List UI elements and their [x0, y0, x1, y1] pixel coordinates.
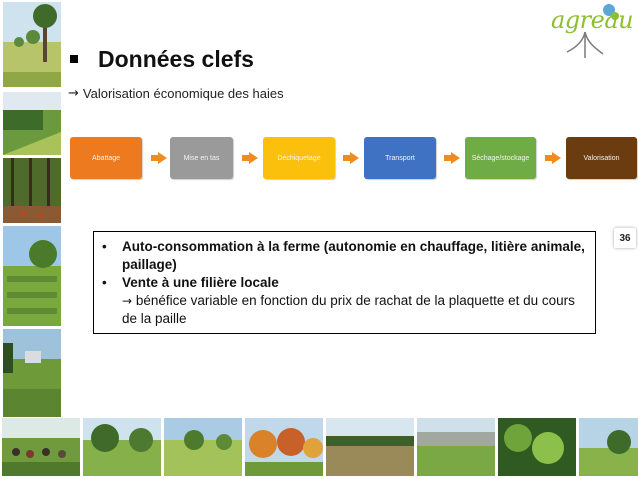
page-number: 36 — [614, 228, 636, 248]
photo-fence-hedge — [417, 418, 495, 476]
bullet: • — [102, 275, 107, 290]
title-text: Données clefs — [98, 45, 254, 72]
step-transport: Transport — [364, 137, 436, 179]
subtitle-text: Valorisation économique des haies — [82, 86, 284, 101]
item-detail-text: bénéfice variable en fonction du prix de rachat de la plaquette et du cours de la paille — [122, 293, 575, 326]
photo-field-tree — [579, 418, 638, 476]
process-flow — [0, 137, 638, 179]
step-sechage-stockage: Séchage/stockage — [465, 137, 536, 179]
item-detail — [102, 292, 587, 328]
slide-subtitle — [68, 86, 284, 101]
arrow-right-icon: → — [68, 86, 79, 101]
photo-dense-foliage — [498, 418, 576, 476]
arrow-right-icon: → — [122, 294, 133, 308]
info-box — [93, 231, 596, 334]
list-item — [102, 238, 587, 274]
photo-green-trees — [83, 418, 161, 476]
photo-autumn-trees — [245, 418, 323, 476]
bottom-photo-strip — [0, 418, 638, 479]
agreau-logo — [545, 2, 634, 60]
item-vente-filiere: Vente à une filière locale — [122, 275, 279, 290]
step-mise-en-tas: Mise en tas — [170, 137, 233, 179]
item-auto-consommation: Auto-consommation à la ferme (autonomie en chauffage, litière animale, paillage) — [122, 239, 585, 272]
photo-tractor-field — [3, 329, 61, 417]
photo-plowed-field — [326, 418, 414, 476]
step-valorisation: Valorisation — [566, 137, 637, 179]
flow-arrow-icon — [451, 152, 460, 164]
flow-arrow-icon — [552, 152, 561, 164]
photo-hedge-trees — [3, 2, 61, 87]
list-item — [102, 274, 587, 292]
logo-text: agreau — [551, 6, 634, 34]
step-abattage: Abattage — [70, 137, 142, 179]
title-bullet — [70, 55, 78, 63]
photo-meadow — [164, 418, 242, 476]
left-photo-strip — [0, 0, 63, 418]
slide-title — [70, 44, 254, 74]
flow-arrow-icon — [158, 152, 167, 164]
step-dechiquetage: Déchiquetage — [263, 137, 335, 179]
photo-group-people — [2, 418, 80, 476]
bullet: • — [102, 239, 107, 254]
photo-orchard — [3, 226, 61, 326]
flow-arrow-icon — [249, 152, 258, 164]
flow-arrow-icon — [350, 152, 359, 164]
